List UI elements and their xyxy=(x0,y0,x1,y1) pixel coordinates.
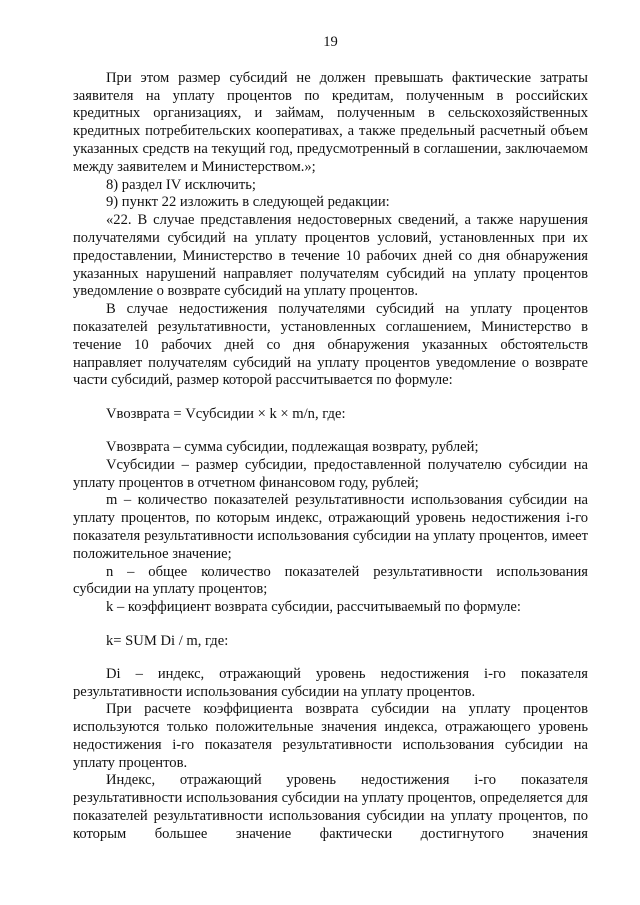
paragraph-item-9: 9) пункт 22 изложить в следующей редакции: xyxy=(106,194,390,211)
page-number: 19 xyxy=(323,34,338,50)
paragraph-clause-22: «22. В случае представления недостоверных сведений, а также нарушения получателями субсидий на уплату процентов условий, установленных при их предоставлении, Министерство в течение 10 рабочих дней со дня обнаружения указанных нарушений направляет получателям субсидий на уплату процентов уведомление о возврате субсидий на уплату процентов. xyxy=(73,212,588,300)
definition-n: n – общее количество показателей результативности использования субсидии на уплату процентов; xyxy=(73,563,588,598)
paragraph-non-achievement: В случае недостижения получателями субсидий на уплату процентов показателей результативности, установленных соглашением, Министерство в течение 10 рабочих дней со дня обнаружения указанных обстоятельств направляет получателям субсидий на уплату процентов уведомление о возврате части субсидий, размер которой рассчитывается по формуле: xyxy=(73,301,588,389)
paragraph-subsidy-limit: При этом размер субсидий не должен превышать фактические затраты заявителя на уплату процентов по кредитам, полученным в российских кредитных организациях, и займам, полученным в сельскохозяйственных кредитных потребительских кооперативах, а также предельный расчетный объем указанных средств на текущий год, предусмотренный в соглашении, заключаемом между заявителем и Министерством.»; xyxy=(73,69,588,175)
definition-v-subsidy: Vсубсидии – размер субсидии, предоставленной получателю субсидии на уплату процентов в отчетном финансовом году, рублей; xyxy=(73,456,588,491)
definition-m: m – количество показателей результативности использования субсидии на уплату процентов, по которым индекс, отражающий уровень недостижения i-го показателя результативности использования субсидии на уплату процентов, имеет положительное значение; xyxy=(73,492,588,562)
definition-k: k – коэффициент возврата субсидии, рассчитываемый по формуле: xyxy=(106,599,521,616)
paragraph-index-definition: Индекс, отражающий уровень недостижения i-го показателя результативности использования субсидии на уплату процентов, определяется для показателей результативности использования субсидии на уплату процентов, по которым большее значение фактически достигнутого значения xyxy=(73,772,588,842)
definition-v-return: Vвозврата – сумма субсидии, подлежащая возврату, рублей; xyxy=(106,438,479,455)
formula-return-amount: Vвозврата = Vсубсидии × k × m/n, где: xyxy=(106,406,346,423)
definition-di: Di – индекс, отражающий уровень недостижения i-го показателя результативности использования субсидии на уплату процентов. xyxy=(73,665,588,700)
paragraph-item-8: 8) раздел IV исключить; xyxy=(106,176,256,193)
formula-k: k= SUM Di / m, где: xyxy=(106,632,229,649)
paragraph-positive-values: При расчете коэффициента возврата субсидии на уплату процентов используются только положительные значения индекса, отражающего уровень недостижения i-го показателя результативности использования субсидии на уплату процентов. xyxy=(73,701,588,771)
